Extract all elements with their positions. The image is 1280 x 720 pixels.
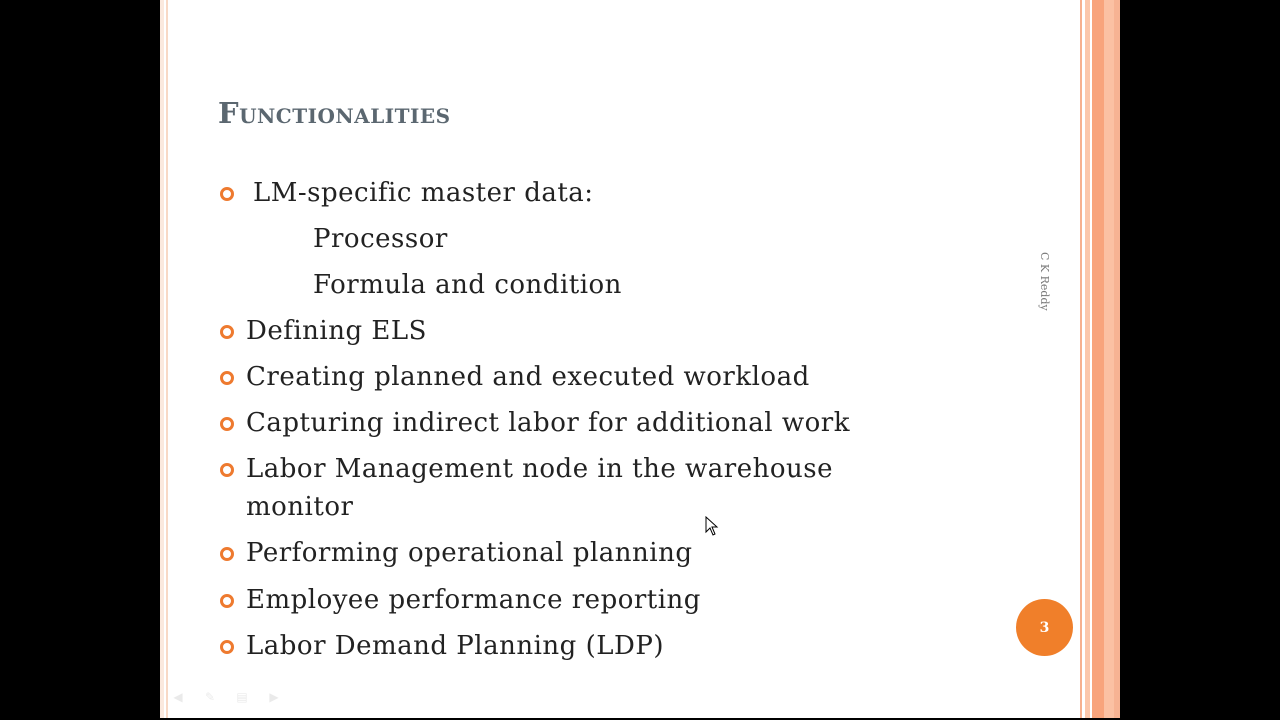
author-label: C K Reddy (1038, 252, 1051, 311)
bullet-text: Creating planned and executed workload (246, 362, 810, 392)
bullet-text: Performing operational planning (246, 538, 693, 568)
right-stripe-decoration (1076, 0, 1120, 718)
bullet-icon (220, 640, 234, 654)
bullet-icon (220, 417, 234, 431)
slide (160, 0, 1120, 718)
bullet-icon (220, 547, 234, 561)
menu-icon[interactable]: ▤ (236, 690, 248, 704)
sub-item: Processor (313, 224, 448, 254)
bullet-icon (220, 325, 234, 339)
page-number-badge (1016, 599, 1073, 656)
slideshow-toolbar (170, 690, 282, 710)
bullet-icon (220, 371, 234, 385)
bullet-text: Labor Demand Planning (LDP) (246, 631, 664, 661)
bullet-text: Employee performance reporting (246, 585, 701, 615)
bullet-icon (220, 463, 234, 477)
sub-item: Formula and condition (313, 270, 622, 300)
bullet-icon (220, 594, 234, 608)
bullet-text: LM-specific master data: (253, 178, 594, 208)
bullet-text: Labor Management node in the warehouse monitor (246, 454, 833, 522)
slide-next-icon[interactable]: ▶ (269, 690, 279, 704)
bullet-text: Defining ELS (246, 316, 427, 346)
left-edge-decoration (160, 0, 170, 718)
slide-title: Functionalities (218, 96, 451, 130)
pen-icon[interactable]: ✎ (204, 690, 216, 704)
slide-prev-icon[interactable]: ◀ (173, 690, 183, 704)
bullet-text: Capturing indirect labor for additional work (246, 408, 850, 438)
page-number: 3 (1039, 619, 1050, 636)
mouse-cursor-icon (705, 516, 719, 536)
bullet-icon (220, 187, 234, 201)
